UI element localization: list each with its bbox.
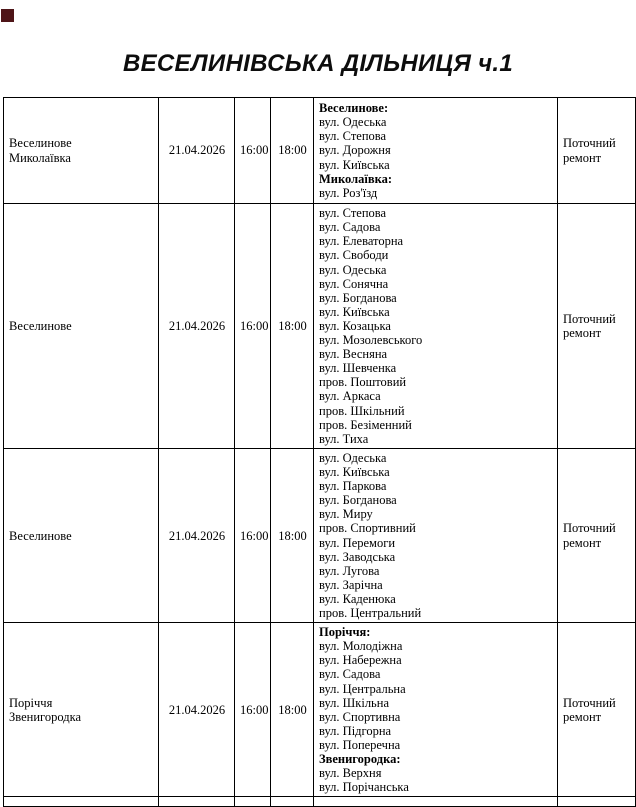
location-cell — [4, 449, 159, 623]
settlement-label: Поріччя: — [319, 625, 371, 640]
street-line: вул. Перемоги — [319, 535, 396, 550]
street-line: вул. Лугова — [319, 563, 380, 578]
date-cell: 21.04.2026 — [159, 204, 235, 449]
table-row — [4, 204, 636, 449]
time-start-cell: 16:00 — [235, 623, 271, 797]
location-cell — [4, 623, 159, 797]
settlement-label: Веселинове: — [319, 101, 389, 116]
empty-cell — [235, 797, 271, 807]
street-line: пров. Центральний — [319, 606, 422, 621]
street-line: пров. Спортивний — [319, 521, 416, 536]
table-row — [4, 623, 636, 797]
streets-cell — [314, 449, 558, 623]
street-line: вул. Каденюка — [319, 591, 396, 606]
street-line: вул. Київська — [319, 304, 390, 319]
time-start-cell: 16:00 — [235, 98, 271, 204]
street-line: вул. Миру — [319, 507, 373, 522]
time-start-cell: 16:00 — [235, 449, 271, 623]
street-line: вул. Тиха — [319, 431, 369, 446]
corner-mark — [1, 9, 14, 22]
page-title: ВЕСЕЛИНІВСЬКА ДІЛЬНИЦЯ ч.1 — [122, 50, 514, 77]
street-line: вул. Богданова — [319, 290, 397, 305]
street-line: вул. Богданова — [319, 493, 397, 508]
empty-cell — [558, 797, 636, 807]
street-line: вул. Одеська — [319, 115, 387, 130]
work-type-cell: Поточний ремонт — [558, 449, 636, 623]
street-line: вул. Садова — [319, 220, 381, 235]
streets-cell — [314, 98, 558, 204]
street-line: вул. Київська — [319, 465, 390, 480]
street-line: вул. Шкільна — [319, 695, 389, 710]
street-line: вул. Степова — [319, 129, 387, 144]
street-line: вул. Роз'їзд — [319, 185, 378, 200]
street-line: вул. Поперечна — [319, 737, 401, 752]
location-line: Веселинове — [9, 528, 72, 543]
work-type-cell: Поточний ремонт — [558, 204, 636, 449]
location-line: Звенигородка — [9, 709, 82, 724]
time-end-cell: 18:00 — [271, 623, 314, 797]
time-end-cell: 18:00 — [271, 449, 314, 623]
street-line: вул. Одеська — [319, 451, 387, 465]
street-line: вул. Заводська — [319, 549, 396, 564]
street-line: вул. Одеська — [319, 262, 387, 277]
location-line: Поріччя — [9, 695, 53, 710]
street-line: вул. Степова — [319, 206, 387, 221]
empty-cell — [271, 797, 314, 807]
settlement-label: Звенигородка: — [319, 751, 401, 766]
street-line: вул. Порічанська — [319, 780, 409, 795]
street-line: вул. Набережна — [319, 653, 402, 668]
location-line: Миколаївка — [9, 150, 71, 165]
time-end-cell: 18:00 — [271, 98, 314, 204]
street-line: вул. Елеваторна — [319, 234, 404, 249]
table-row — [4, 98, 636, 204]
settlement-label: Миколаївка: — [319, 171, 393, 186]
location-cell — [4, 98, 159, 204]
empty-cell — [4, 797, 159, 807]
street-line: вул. Шевченка — [319, 361, 397, 376]
time-end-cell: 18:00 — [271, 204, 314, 449]
table-row-partial — [4, 797, 636, 807]
work-type-cell: Поточний ремонт — [558, 98, 636, 204]
empty-cell — [159, 797, 235, 807]
table-row — [4, 449, 636, 623]
street-line: вул. Аркаса — [319, 389, 381, 404]
street-line: вул. Спортивна — [319, 709, 401, 724]
street-line: вул. Сонячна — [319, 276, 389, 291]
street-line: вул. Садова — [319, 667, 381, 682]
streets-cell — [314, 204, 558, 449]
location-line: Веселинове — [9, 318, 72, 333]
time-start-cell: 16:00 — [235, 204, 271, 449]
street-line: вул. Центральна — [319, 681, 406, 696]
outage-schedule-table — [3, 97, 636, 807]
location-cell — [4, 204, 159, 449]
date-cell: 21.04.2026 — [159, 449, 235, 623]
streets-cell — [314, 623, 558, 797]
street-line: пров. Поштовий — [319, 375, 407, 390]
date-cell: 21.04.2026 — [159, 623, 235, 797]
empty-cell — [314, 797, 558, 807]
location-line: Веселинове — [9, 136, 72, 151]
street-line: вул. Свободи — [319, 248, 389, 263]
street-line: вул. Київська — [319, 157, 390, 172]
street-line: вул. Зарічна — [319, 577, 383, 592]
street-line: вул. Козацька — [319, 318, 391, 333]
street-line: пров. Безіменний — [319, 417, 412, 432]
street-line: вул. Весняна — [319, 347, 388, 362]
street-line: вул. Дорожня — [319, 143, 391, 158]
date-cell: 21.04.2026 — [159, 98, 235, 204]
street-line: вул. Молодіжна — [319, 639, 403, 654]
street-line: вул. Паркова — [319, 479, 387, 494]
street-line: вул. Підгорна — [319, 723, 392, 738]
work-type-cell: Поточний ремонт — [558, 623, 636, 797]
street-line: вул. Мозолевського — [319, 333, 423, 348]
street-line: пров. Шкільний — [319, 403, 405, 418]
street-line: вул. Верхня — [319, 766, 382, 781]
